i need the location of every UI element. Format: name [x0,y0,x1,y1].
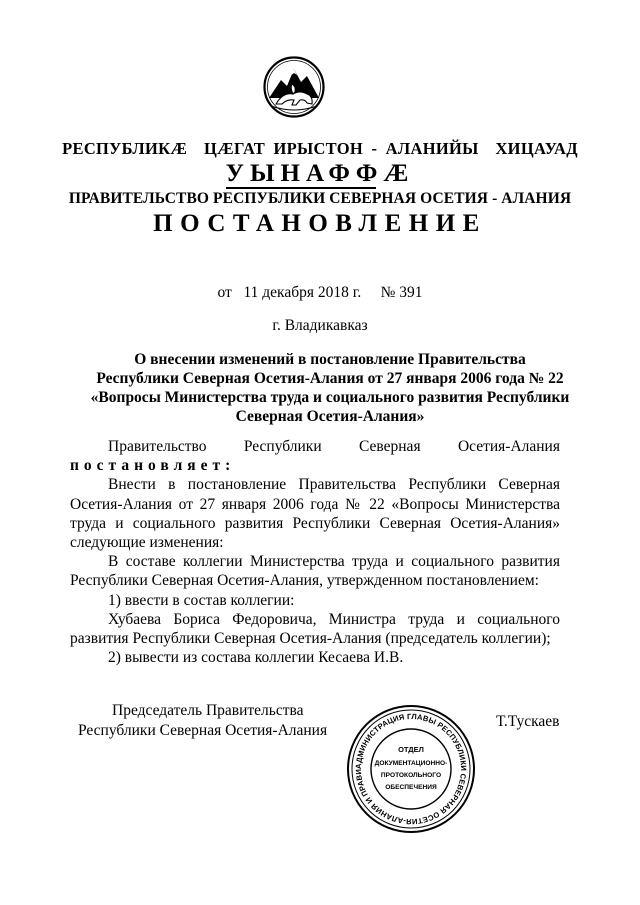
signatory-position [78,701,327,740]
preamble-word: Республики [243,438,322,455]
paragraph-line: труда и социального развития Республики Северная Осетия-Алания» [70,514,560,532]
paragraph-line: следующие изменения: [70,534,224,552]
preamble-word: Осетия-Алания [457,438,560,455]
seal-center-line: ПРОТОКОЛЬНОГО [380,772,442,779]
seal-center-line: ОТДЕЛ [398,745,424,754]
seal-center-line: ДОКУМЕНТАЦИОННО- [374,760,448,767]
seal-center-line: ОБЕСПЕЧЕНИЯ [385,784,437,791]
position-line: Республики Северная Осетия-Алания [78,721,328,739]
title-line: Северная Осетия-Алания» [235,408,425,425]
paragraph-line: Осетия-Алания от 27 января 2006 года № 22 «Вопросы Министерства [70,495,560,513]
signatory-name: Т.Тускаев [496,713,560,730]
decree-word: постановляет: [70,457,236,475]
seal-ring-text: АДМИНИСТРАЦИЯ ГЛАВЫ РЕСПУБЛИКИ СЕВЕРНАЯ ОСЕТИЯ-АЛАНИЯ И ПРАВИ [353,711,469,827]
document-type-heading: ПОСТАНОВЛЕНИЕ [153,210,487,237]
title-line: Республики Северная Осетия-Алания от 27 января 2006 года № 22 [96,370,564,387]
paragraph-line: развития Республики Северная Осетия-Алания (председатель коллегии); [70,630,551,648]
republic-ossetian-heading: РЕСПУБЛИКӔ ЦӔГАТ ИРЫСТОН - АЛАНИЙЫ ХИЦАУАД [62,139,578,158]
preamble-word: Северная [359,438,421,455]
preamble-word: Правительство [108,438,207,455]
document-title [60,350,600,426]
position-line: Председатель Правительства [112,702,304,719]
list-item: 2) вывести из состава коллегии Кесаева И.В. [108,649,404,667]
paragraph-line: Внести в постановление Правительства Республики Северная [108,476,560,494]
document-number: № 391 [380,284,423,301]
seal-stamp-icon [346,704,476,834]
paragraph-line: Хубаева Бориса Федоровича, Министра труда и социального [108,610,560,628]
government-heading: ПРАВИТЕЛЬСТВО РЕСПУБЛИКИ СЕВЕРНАЯ ОСЕТИЯ - АЛАНИЯ [68,190,572,207]
preamble-line [70,437,560,456]
emblem-icon [263,56,325,118]
document-date: 11 декабря 2018 г. [243,284,362,301]
heading-underline [226,187,376,189]
paragraph-line: В составе коллегии Министерства труда и социального развития [108,553,560,571]
title-line: «Вопросы Министерства труда и социального развития Республики [90,389,570,406]
uynaffae-heading: УЫНАФФӔ [225,160,415,187]
date-number-line [0,284,640,302]
paragraph-line: Республики Северная Осетия-Алания, утвержденном постановлением: [70,572,539,590]
list-item: 1) ввести в состав коллегии: [108,591,295,609]
document-body [70,437,560,667]
coat-of-arms-emblem [263,56,325,118]
city-line: г. Владикавказ [272,317,368,334]
official-seal [346,704,476,834]
title-line: О внесении изменений в постановление Правительства [134,351,526,368]
date-prefix: от [217,284,232,301]
